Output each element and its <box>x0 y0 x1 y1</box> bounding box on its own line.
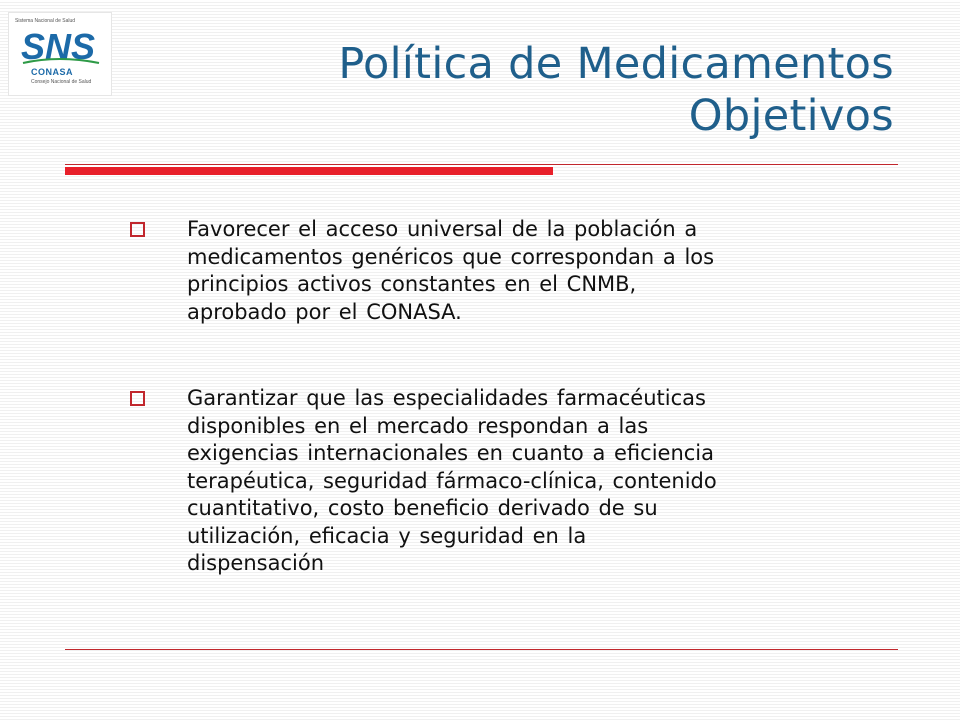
bullet-line: utilización, eficacia y seguridad en la <box>187 523 587 548</box>
logo-acronym: CONASA <box>31 67 74 77</box>
square-bullet-icon <box>130 222 145 237</box>
accent-bar <box>65 167 553 175</box>
sns-conasa-logo <box>8 12 112 96</box>
bottom-divider-rule <box>65 649 898 650</box>
square-bullet-icon <box>130 391 145 406</box>
bullet-line: disponibles en el mercado respondan a las <box>187 413 649 438</box>
bullet-text <box>187 385 922 578</box>
slide-title-line-2: Objetivos <box>688 91 894 141</box>
bullet-line: Favorecer el acceso universal de la población a <box>187 217 698 241</box>
bullet-line: principios activos constantes en el CNMB, <box>187 272 637 296</box>
sns-logo-mark <box>19 27 103 67</box>
top-divider-rule <box>65 164 898 165</box>
logo-mark-text: SNS <box>21 27 96 67</box>
bullet-line: Garantizar que las especialidades farmacéuticas <box>187 386 706 410</box>
bullet-line: cuantitativo, costo beneficio derivado de su <box>187 496 658 520</box>
bullet-line: dispensación <box>187 551 325 575</box>
bullet-text <box>187 216 922 326</box>
logo-org-name: Sistema Nacional de Salud <box>15 18 76 24</box>
slide-title-line-1: Política de Medicamentos <box>338 39 894 89</box>
bullet-line: aprobado por el CONASA. <box>187 299 462 324</box>
bullet-line: terapéutica, seguridad fármaco-clínica, contenido <box>187 468 717 493</box>
bullet-line: medicamentos genéricos que correspondan a los <box>187 244 715 269</box>
bullet-line: exigencias internacionales en cuanto a eficiencia <box>187 441 715 465</box>
logo-council-name: Consejo Nacional de Salud <box>31 79 92 85</box>
slide-title <box>194 38 894 142</box>
